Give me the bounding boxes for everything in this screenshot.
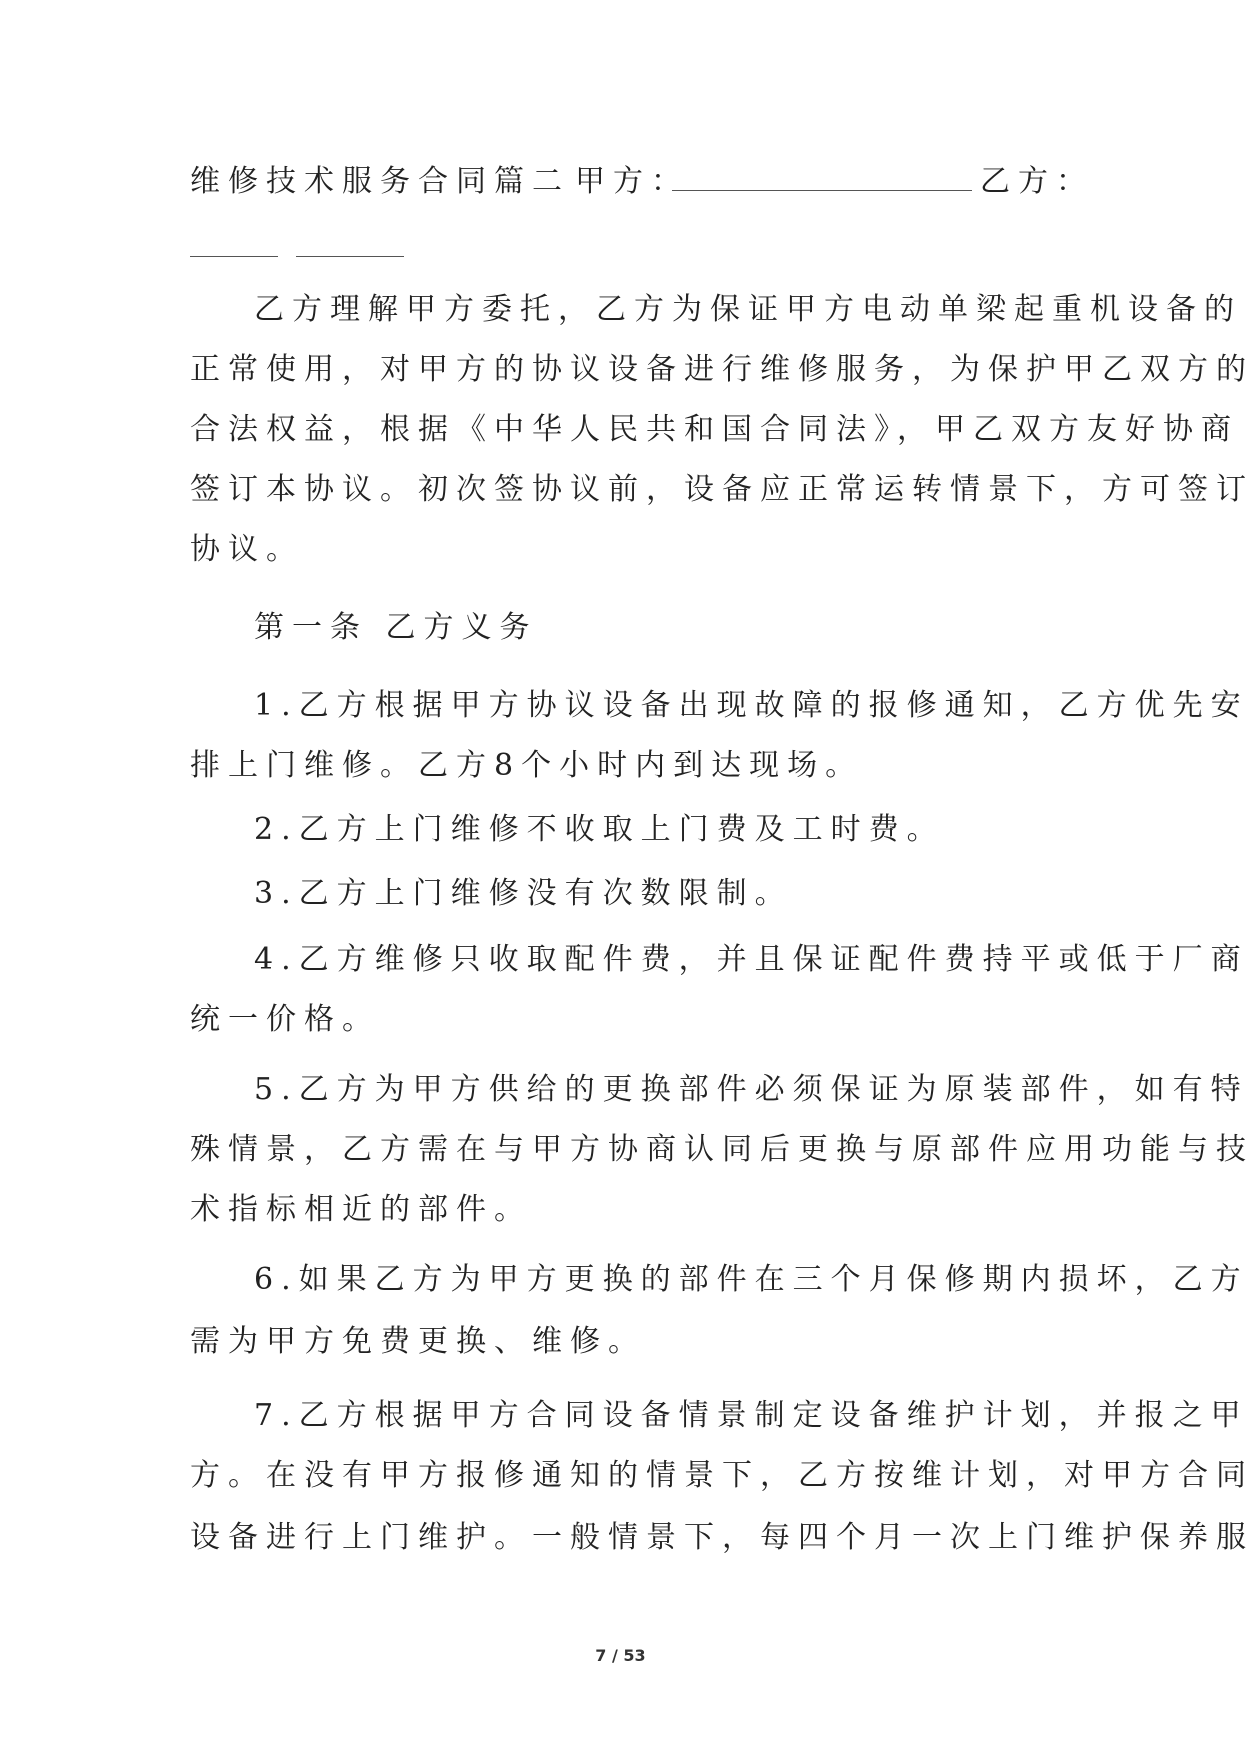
- clause-line: 排上门维修。乙方8个小时内到达现场。: [190, 748, 864, 783]
- paragraph-line: 合法权益，根据《中华人民共和国合同法》，甲乙双方友好协商: [190, 412, 1239, 447]
- contract-title: 维修技术服务合同篇二: [190, 164, 570, 199]
- clause-line: 5.乙方为甲方供给的更换部件必须保证为原装部件，如有特: [254, 1072, 1249, 1107]
- party-a-blank-line: [672, 190, 972, 191]
- party-a-label: 甲方：: [575, 164, 689, 199]
- contract-header: [190, 162, 1094, 202]
- party-b-blank-line-1: [190, 256, 278, 257]
- party-b-label: 乙方：: [980, 164, 1094, 199]
- clause-line: 术指标相近的部件。: [190, 1192, 532, 1227]
- clause-line: 设备进行上门维护。一般情景下，每四个月一次上门维护保养服: [190, 1520, 1254, 1555]
- clause-line: 殊情景，乙方需在与甲方协商认同后更换与原部件应用功能与技: [190, 1132, 1254, 1167]
- page-number: 7 / 53: [595, 1646, 646, 1665]
- section-heading: 第一条 乙方义务: [254, 610, 538, 645]
- clause-line: 7.乙方根据甲方合同设备情景制定设备维护计划，并报之甲: [254, 1398, 1249, 1433]
- clause-line: 6.如果乙方为甲方更换的部件在三个月保修期内损坏，乙方: [254, 1262, 1249, 1297]
- clause-line: 方。在没有甲方报修通知的情景下，乙方按维计划，对甲方合同: [190, 1458, 1254, 1493]
- clause-line: 2.乙方上门维修不收取上门费及工时费。: [254, 812, 945, 847]
- clause-line: 统一价格。: [190, 1002, 380, 1037]
- clause-line: 1.乙方根据甲方协议设备出现故障的报修通知，乙方优先安: [254, 688, 1249, 723]
- paragraph-line: 乙方理解甲方委托，乙方为保证甲方电动单梁起重机设备的: [254, 292, 1242, 327]
- party-b-blank-line-2: [296, 256, 404, 257]
- paragraph-line: 协议。: [190, 532, 304, 567]
- clause-line: 3.乙方上门维修没有次数限制。: [254, 876, 793, 911]
- paragraph-line: 签订本协议。初次签协议前，设备应正常运转情景下，方可签订: [190, 472, 1254, 507]
- clause-line: 需为甲方免费更换、维修。: [190, 1324, 646, 1359]
- paragraph-line: 正常使用，对甲方的协议设备进行维修服务，为保护甲乙双方的: [190, 352, 1254, 387]
- clause-line: 4.乙方维修只收取配件费，并且保证配件费持平或低于厂商: [254, 942, 1249, 977]
